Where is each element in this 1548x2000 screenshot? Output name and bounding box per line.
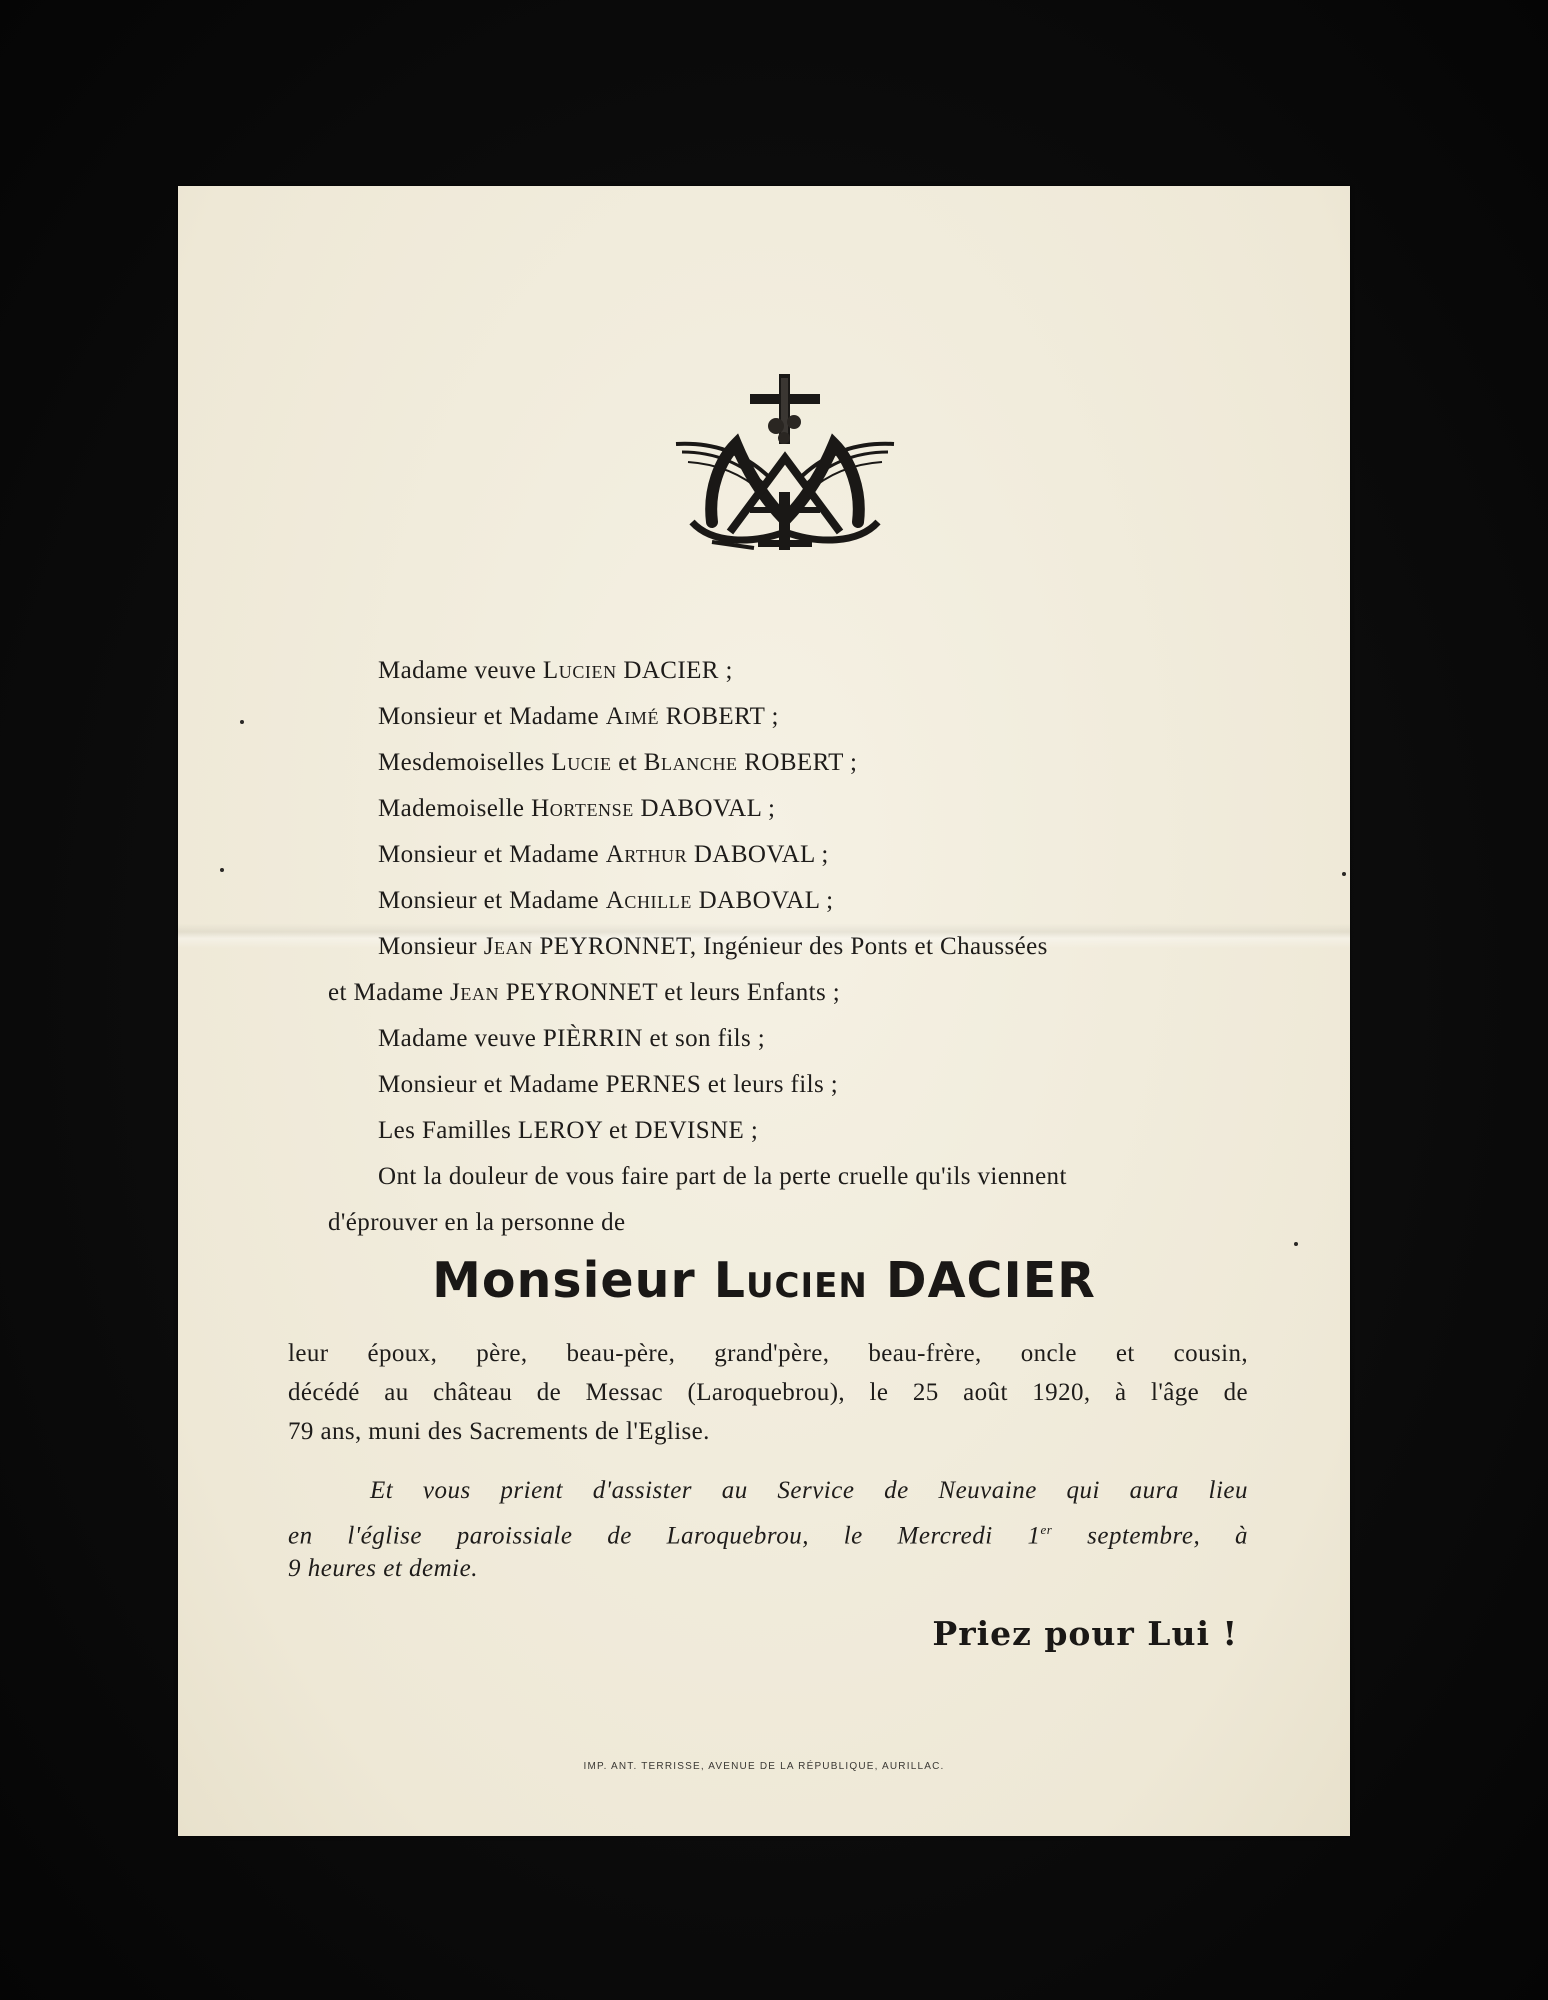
invitation-line: en l'église paroissiale de Laroquebrou, le Mercredi 1er septembre, à — [288, 1522, 1248, 1550]
invitation-line: Et vous prient d'assister au Service de Neuvaine qui aura lieu — [370, 1477, 1248, 1504]
mourner-line: Monsieur Jean PEYRONNET, Ingénieur des Ponts et Chaussées — [378, 933, 1048, 960]
mourner-line: Monsieur et Madame Arthur DABOVAL ; — [378, 841, 829, 868]
mourners-list — [288, 648, 1288, 1246]
mourner-line: Mademoiselle Hortense DABOVAL ; — [378, 795, 776, 822]
details-line: 79 ans, muni des Sacrements de l'Eglise. — [288, 1418, 710, 1445]
mourner-line: Madame veuve Lucien DACIER ; — [378, 657, 733, 684]
details-line: leur époux, père, beau-père, grand'père, beau-frère, oncle et cousin, — [288, 1340, 1248, 1367]
paper-speck — [240, 720, 244, 724]
paper-speck — [1294, 1242, 1298, 1246]
mourner-line: Monsieur et Madame Achille DABOVAL ; — [378, 887, 834, 914]
paper-speck — [220, 868, 224, 872]
mourner-line: Monsieur et Madame PERNES et leurs fils ; — [378, 1071, 839, 1098]
mourner-line: Mesdemoiselles Lucie et Blanche ROBERT ; — [378, 749, 858, 776]
deceased-first-name: Lucien — [713, 1252, 868, 1309]
paper-speck — [1342, 872, 1346, 876]
announcement-line: Ont la douleur de vous faire part de la perte cruelle qu'ils viennent — [378, 1163, 1067, 1190]
printer-imprint: IMP. ANT. TERRISSE, AVENUE DE LA RÉPUBLIQUE, AURILLAC. — [583, 1761, 945, 1772]
mourner-line: et Madame Jean PEYRONNET et leurs Enfants ; — [328, 979, 841, 1006]
deceased-title: Monsieur — [432, 1252, 696, 1309]
deceased-surname: DACIER — [885, 1252, 1096, 1309]
cross-monogram-am-icon — [672, 372, 898, 558]
mourner-line: Les Familles LEROY et DEVISNE ; — [378, 1117, 759, 1144]
death-details — [288, 1334, 1248, 1451]
announcement-line: d'éprouver en la personne de — [328, 1209, 626, 1236]
deceased-name-heading — [178, 1252, 1350, 1309]
mourner-line: Monsieur et Madame Aimé ROBERT ; — [378, 703, 779, 730]
details-line: décédé au château de Messac (Laroquebrou), le 25 août 1920, à l'âge de — [288, 1379, 1248, 1406]
closing-prayer: Priez pour Lui ! — [932, 1614, 1238, 1653]
invitation-line: 9 heures et demie. — [288, 1555, 478, 1582]
mourner-line: Madame veuve PIÈRRIN et son fils ; — [378, 1025, 766, 1052]
mourning-announcement-card — [178, 186, 1350, 1836]
service-invitation — [288, 1471, 1248, 1588]
